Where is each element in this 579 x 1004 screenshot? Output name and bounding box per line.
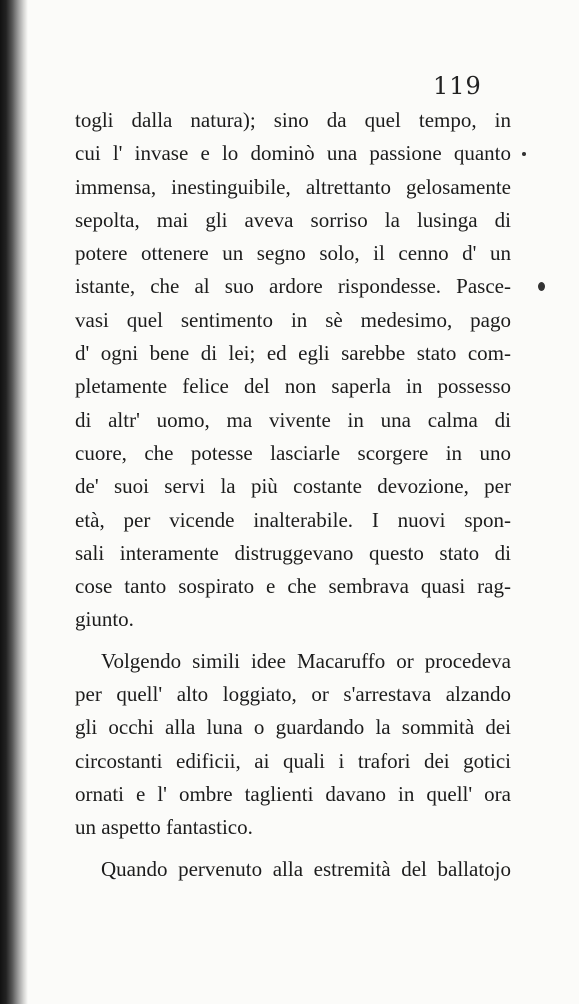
text-line: vasi quel sentimento in sè medesimo, pago <box>75 307 511 332</box>
text-line: cui l' invase e lo dominò una passione quanto <box>75 141 511 166</box>
paragraph <box>75 853 511 886</box>
text-line: di altr' uomo, ma vivente in una calma di <box>75 407 511 432</box>
paragraph <box>75 645 511 845</box>
ink-speck <box>538 282 545 291</box>
body-text <box>75 104 511 886</box>
text-line: potere ottenere un segno solo, il cenno d' un <box>75 241 511 266</box>
text-line: sali interamente distruggevano questo stato di <box>75 540 511 565</box>
text-line: istante, che al suo ardore rispondesse. Pasce- <box>75 274 511 299</box>
text-line: togli dalla natura); sino da quel tempo, in <box>75 108 511 132</box>
text-line: d' ogni bene di lei; ed egli sarebbe stato com- <box>75 341 511 366</box>
paragraph-gap <box>75 845 511 853</box>
text-line: circostanti edificii, ai quali i trafori dei gotici <box>75 748 511 773</box>
text-line: cuore, che potesse lasciarle scorgere in uno <box>75 440 511 465</box>
text-line: età, per vicende inalterabile. I nuovi spon- <box>75 507 511 532</box>
text-line: immensa, inestinguibile, altrettanto gelosamente <box>75 174 511 199</box>
text-line: per quell' alto loggiato, or s'arrestava alzando <box>75 682 511 707</box>
paragraph <box>75 104 511 637</box>
text-line: de' suoi servi la più costante devozione, per <box>75 474 511 499</box>
text-line: ornati e l' ombre taglienti davano in quell' ora <box>75 781 511 806</box>
text-line: un aspetto fantastico. <box>75 815 253 840</box>
text-line: cose tanto sospirato e che sembrava quasi rag- <box>75 574 511 599</box>
text-line: Quando pervenuto alla estremità del ballatojo <box>101 856 511 881</box>
text-line: gli occhi alla luna o guardando la sommità dei <box>75 715 511 740</box>
ink-speck <box>522 152 526 156</box>
text-line: Volgendo simili idee Macaruffo or procedeva <box>101 648 511 673</box>
page-number: 119 <box>433 72 482 100</box>
text-line: pletamente felice del non saperla in possesso <box>75 374 511 399</box>
text-line: giunto. <box>75 607 134 632</box>
paragraph-gap <box>75 637 511 645</box>
text-line: sepolta, mai gli aveva sorriso la lusinga di <box>75 207 511 232</box>
page-binding-edge <box>0 0 28 1004</box>
